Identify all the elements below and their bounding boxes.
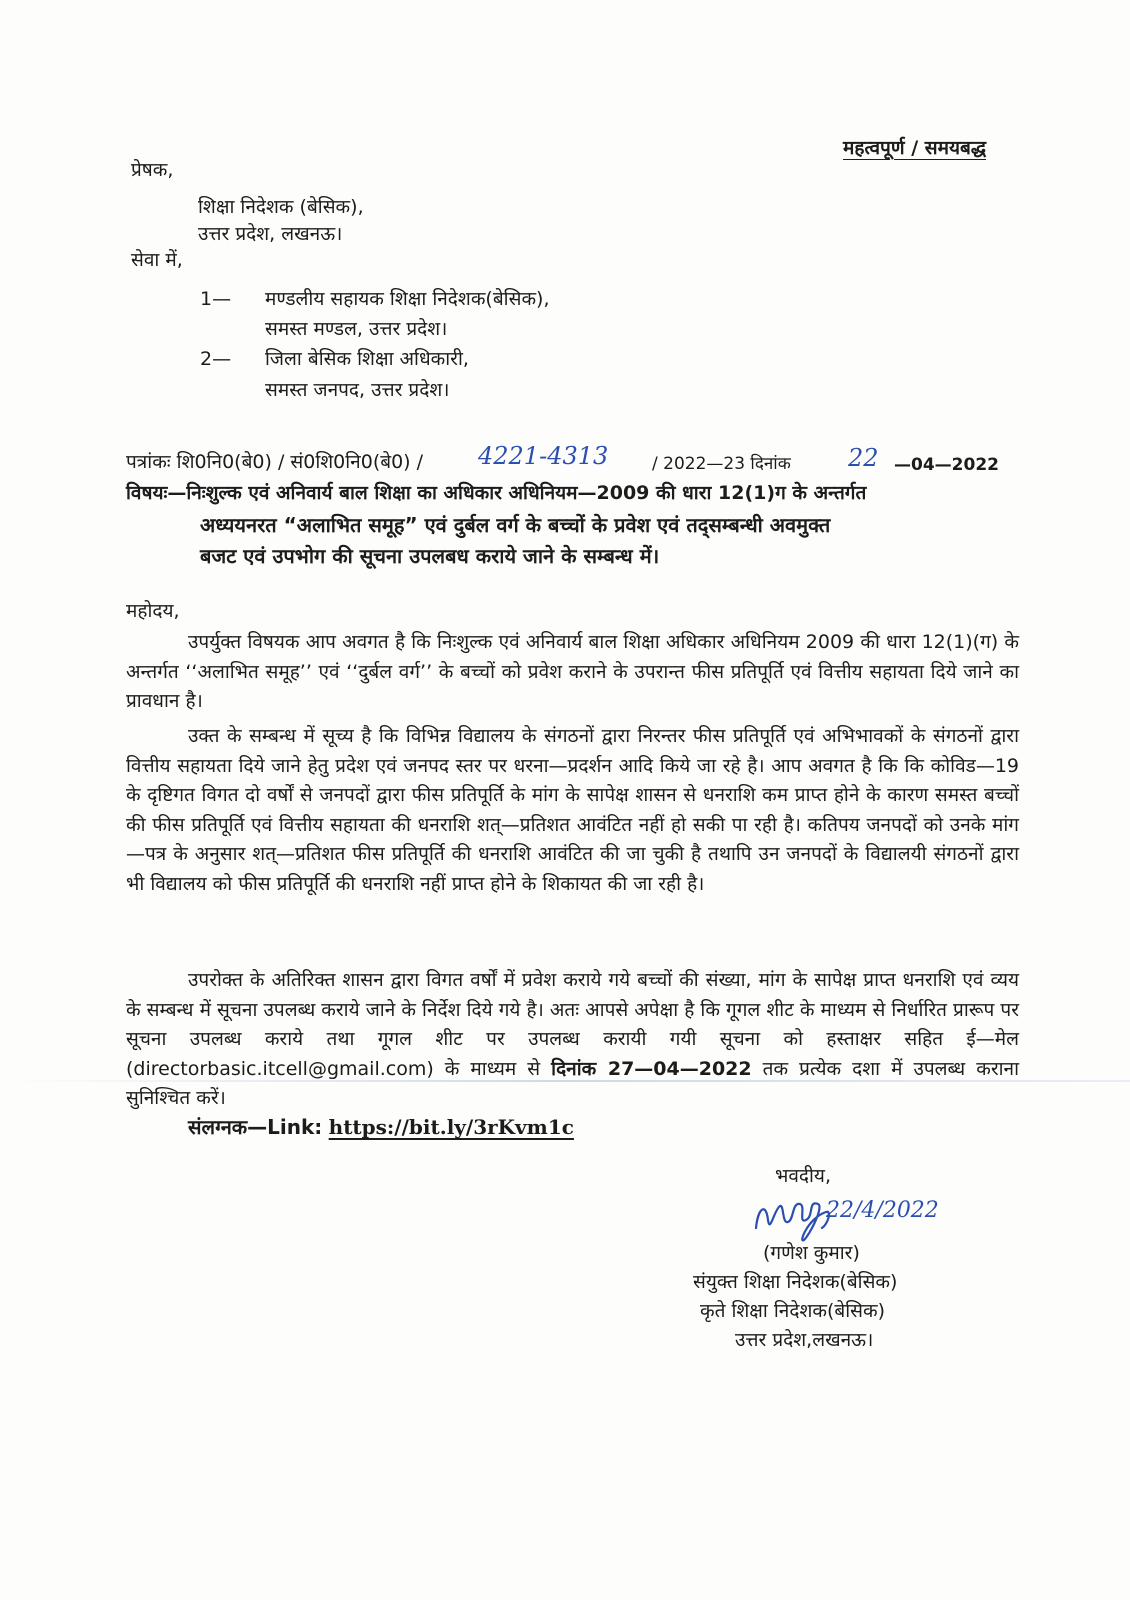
sender-line-2: उत्तर प्रदेश, लखनऊ।: [198, 223, 343, 245]
reference-number-handwritten: 4221-4313: [478, 442, 609, 470]
body-paragraph-3-text: उपरोक्त के अतिरिक्त शासन द्वारा विगत वर्षों में प्रवेश कराये गये बच्चों की संख्या, मांग के सापेक्ष प्राप्त धनराशि एवं व्यय के सम्बन्ध में सूचना उपलब्ध कराये जाने के निर्देश दिये गये है। अतः आपसे अपेक्षा है कि गूगल शीट के माध्यम से निर्धारित प्रारूप पर सूचना उपलब्ध कराये तथा गूगल शीट पर उपलब्ध करायी गयी सूचना को हस्ताक्षर सहित ई—मेल (directorbasic.itcell@gmail.com) के माध्यम से: [126, 969, 1019, 1080]
deadline-date: दिनांक 27—04—2022: [551, 1057, 752, 1080]
recipient-2-line-2: समस्त जनपद, उत्तर प्रदेश।: [265, 379, 450, 401]
reference-year: / 2022—23 दिनांक: [652, 454, 791, 474]
recipient-1-line-2: समस्त मण्डल, उत्तर प्रदेश।: [265, 318, 448, 340]
signature-date-handwritten: 22/4/2022: [826, 1198, 939, 1223]
attachment-link[interactable]: https://bit.ly/3rKvm1c: [328, 1115, 574, 1139]
recipient-1-number: 1—: [200, 288, 232, 310]
reference-month-year: —04—2022: [894, 455, 999, 475]
body-paragraph-3: [126, 966, 1019, 1114]
subject-line-1: विषयः—निःशुल्क एवं अनिवार्य बाल शिक्षा का अधिकार अधिनियम—2009 की धारा 12(1)ग के अन्तर्गत: [126, 482, 867, 504]
signatory-designation-2: कृते शिक्षा निदेशक(बेसिक): [700, 1300, 885, 1322]
signatory-place: उत्तर प्रदेश,लखनऊ।: [735, 1329, 874, 1351]
subject-line-2: अध्ययनरत “अलाभित समूह” एवं दुर्बल वर्ग के बच्चों के प्रवेश एवं तद्सम्बन्धी अवमुक्त: [200, 513, 831, 537]
sender-label: प्रेषक,: [131, 159, 174, 181]
body-paragraph-1-text: उपर्युक्त विषयक आप अवगत है कि निःशुल्क एवं अनिवार्य बाल शिक्षा अधिकार अधिनियम 2009 की धारा 12(1)(ग) के अन्तर्गत ‘‘अलाभित समूह’’ एवं ‘‘दुर्बल वर्ग’’ के बच्चों को प्रवेश कराने के उपरान्त फीस प्रतिपूर्ति एवं वित्तीय सहायता दिये जाने का प्रावधान है।: [126, 631, 1019, 712]
sender-line-1: शिक्षा निदेशक (बेसिक),: [198, 196, 364, 218]
subject-line-3: बजट एवं उपभोग की सूचना उपलबध कराये जाने के सम्बन्ध में।: [200, 544, 660, 568]
body-paragraph-2-text: उक्त के सम्बन्ध में सूच्य है कि विभिन्न विद्यालय के संगठनों द्वारा निरन्तर फीस प्रतिपूर्ति एवं अभिभावकों के संगठनों द्वारा वित्तीय सहायता दिये जाने हेतु प्रदेश एवं जनपद स्तर पर धरना—प्रदर्शन आदि किये जा रहे है। आप अवगत है कि कि कोविड—19 के दृष्टिगत विगत दो वर्षों से जनपदों द्वारा फीस प्रतिपूर्ति के मांग के सापेक्ष शासन से धनराशि कम प्राप्त होने के कारण समस्त बच्चों की फीस प्रतिपूर्ति एवं वित्तीय सहायता की धनराशि शत्—प्रतिशत आवंटित नहीं हो सकी पा रही है। कतिपय जनपदों को उनके मांग—पत्र के अनुसार शत्—प्रतिशत फीस प्रतिपूर्ति की धनराशि आवंटित की जा चुकी है तथापि उन जनपदों के विद्यालयी संगठनों द्वारा भी विद्यालय को फीस प्रतिपूर्ति की धनराशि नहीं प्राप्त होने के शिकायत की जा रही है।: [126, 725, 1019, 895]
recipient-2-number: 2—: [200, 348, 232, 370]
signatory-designation-1: संयुक्त शिक्षा निदेशक(बेसिक): [693, 1271, 898, 1293]
recipient-1-line-1: मण्डलीय सहायक शिक्षा निदेशक(बेसिक),: [265, 288, 550, 310]
recipient-2-line-1: जिला बेसिक शिक्षा अधिकारी,: [265, 348, 469, 370]
attachment-label: संलग्नक—Link:: [188, 1115, 323, 1139]
recipients-label: सेवा में,: [131, 249, 183, 271]
valediction: भवदीय,: [775, 1165, 831, 1187]
reference-day-handwritten: 22: [848, 444, 879, 472]
reference-prefix: पत्रांकः शि0नि0(बे0) / सं0शि0नि0(बे0) /: [126, 451, 424, 473]
salutation: महोदय,: [126, 600, 180, 622]
priority-heading: महत्वपूर्ण / समयबद्ध: [843, 137, 987, 159]
signatory-name: (गणेश कुमार): [763, 1242, 860, 1264]
body-paragraph-3-text-end: तक प्रत्येक दशा में उपलब्ध कराना सुनिश्चित करें।: [126, 1057, 1019, 1109]
body-paragraph-1: [126, 628, 1019, 717]
attachment-line: [188, 1113, 574, 1141]
body-paragraph-2: [126, 722, 1019, 899]
